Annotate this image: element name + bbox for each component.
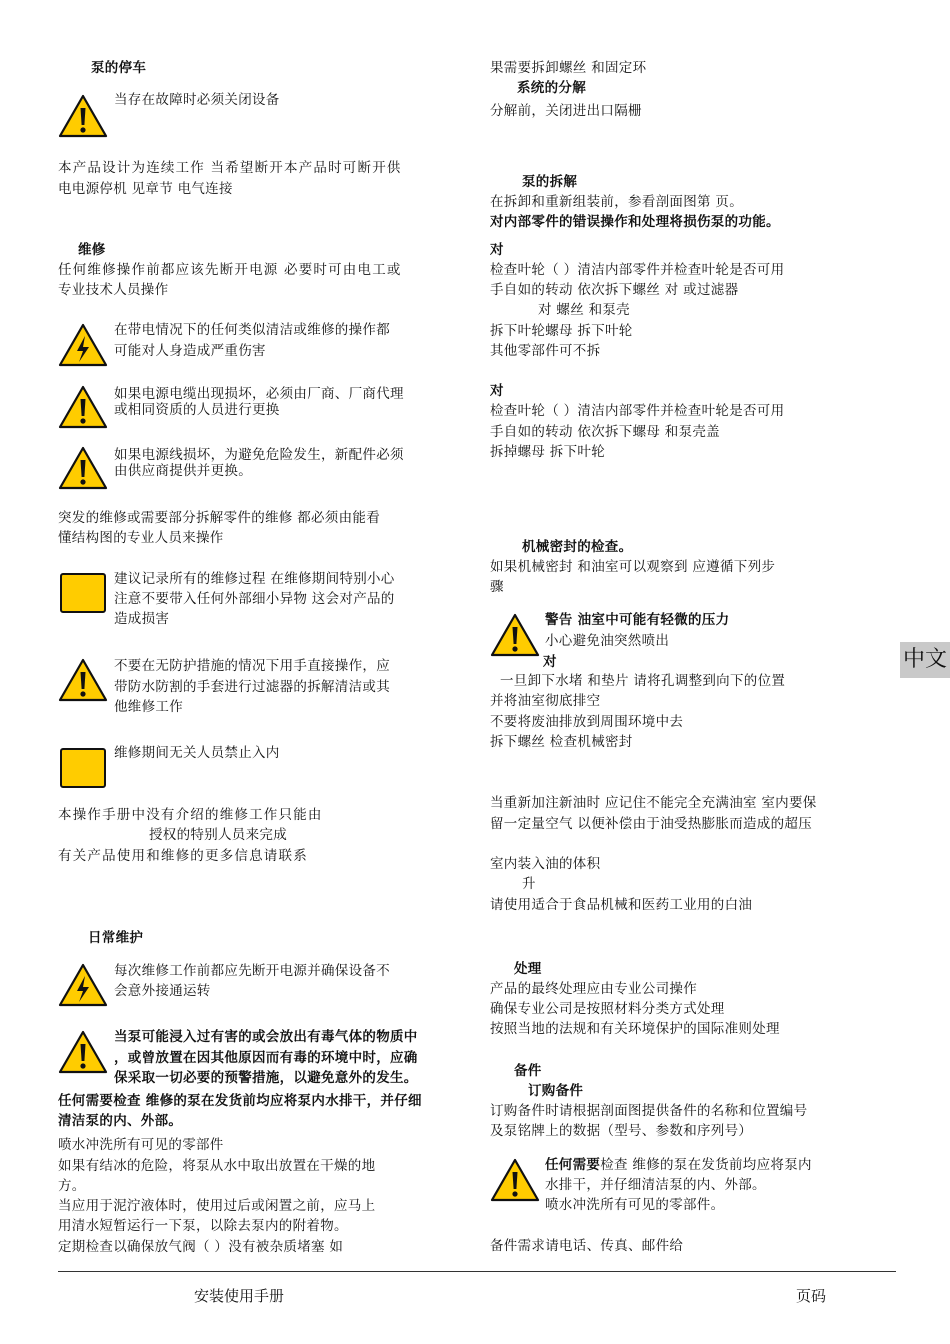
paragraph-line: 突发的维修或需要部分拆解零件的维修 都必须由能看 bbox=[58, 510, 380, 526]
warning-text: 当泵可能浸入过有害的或会放出有毒气体的物质中 bbox=[114, 1029, 418, 1045]
warning-exclamation-icon bbox=[58, 446, 108, 490]
note-square-icon bbox=[60, 573, 106, 613]
paragraph-line: 备件需求请电话、传真、邮件给 bbox=[490, 1238, 684, 1254]
note-text: 注意不要带入任何外部细小异物 这会对产品的 bbox=[114, 591, 395, 607]
paragraph-line: 其他零部件可不拆 bbox=[490, 343, 601, 359]
paragraph-line: 请使用适合于食品机械和医药工业用的白油 bbox=[490, 897, 753, 913]
section-title-seal-check: 机械密封的检查。 bbox=[522, 539, 633, 555]
section-title-daily-maintenance: 日常维护 bbox=[88, 930, 144, 946]
footer-manual-title: 安装使用手册 bbox=[194, 1287, 285, 1305]
paragraph-line: 一旦卸下水堵 和垫片 请将孔调整到向下的位置 bbox=[500, 673, 786, 689]
paragraph-line: 懂结构图的专业人员来操作 bbox=[58, 530, 224, 546]
warning-text bbox=[545, 1155, 812, 1175]
paragraph-line: 骤 bbox=[490, 579, 504, 595]
section-title-pump-disassembly: 泵的拆解 bbox=[522, 174, 578, 190]
paragraph-line: 订购备件时请根据剖面图提供备件的名称和位置编号 bbox=[490, 1103, 808, 1119]
paragraph-line: 如果有结冰的危险，将泵从水中取出放置在干燥的地 bbox=[58, 1158, 376, 1174]
paragraph-line: 果需要拆卸螺丝 和固定环 bbox=[490, 60, 647, 76]
note-text: 建议记录所有的维修过程 在维修期间特别小心 bbox=[114, 571, 395, 587]
warning-text: 如果电源线损坏，为避免危险发生，新配件必须 bbox=[114, 447, 404, 463]
paragraph-line: 当应用于泥泞液体时，使用过后或闲置之前，应马上 bbox=[58, 1198, 376, 1214]
warning-text: 会意外接通运转 bbox=[114, 983, 211, 999]
paragraph-line: 确保专业公司是按照材料分类方式处理 bbox=[490, 1001, 725, 1017]
warning-text: 他维修工作 bbox=[114, 699, 183, 715]
paragraph-line: 不要将废油排放到周围环境中去 bbox=[490, 714, 684, 730]
note-text: 造成损害 bbox=[114, 611, 170, 627]
paragraph-line: 留一定量空气 以便补偿由于油受热膨胀而造成的超压 bbox=[490, 816, 812, 832]
warning-exclamation-icon bbox=[58, 385, 108, 429]
warning-text-rest: 检查 维修的泵在发货前均应将泵内 bbox=[600, 1157, 812, 1173]
paragraph-line: 本产品设计为连续工作 当希望断开本产品时可断开供 bbox=[58, 160, 402, 176]
paragraph-line: 授权的特别人员来完成 bbox=[149, 827, 287, 843]
warning-exclamation-icon bbox=[490, 1158, 540, 1202]
warning-text: 带防水防割的手套进行过滤器的拆解清洁或其 bbox=[114, 679, 390, 695]
paragraph-line: 方。 bbox=[58, 1178, 86, 1194]
paragraph-line: 并将油室彻底排空 bbox=[490, 693, 601, 709]
section-title-pump-stop: 泵的停车 bbox=[91, 60, 147, 76]
warning-exclamation-icon bbox=[58, 1030, 108, 1074]
warning-text: 如果电源电缆出现损坏，必须由厂商、厂商代理 bbox=[114, 386, 404, 402]
section-title-system-disassembly: 系统的分解 bbox=[517, 80, 586, 96]
warning-text: 小心避免油突然喷出 bbox=[545, 633, 670, 649]
warning-text: 水排干，并仔细清洁泵的内、外部。 bbox=[545, 1177, 766, 1193]
paragraph-line: 对 bbox=[543, 654, 557, 670]
paragraph-line: 及泵铭牌上的数据（型号、参数和序列号） bbox=[490, 1123, 753, 1139]
warning-text: 可能对人身造成严重伤害 bbox=[114, 343, 266, 359]
note-square-icon bbox=[60, 748, 106, 788]
paragraph-line: 分解前，关闭进出口隔栅 bbox=[490, 103, 642, 119]
paragraph-line: 升 bbox=[522, 876, 536, 892]
paragraph-line: 室内装入油的体积 bbox=[490, 856, 601, 872]
warning-text: 警告 油室中可能有轻微的压力 bbox=[545, 612, 730, 628]
section-title-maintenance: 维修 bbox=[78, 242, 106, 258]
paragraph-line: 对 bbox=[490, 383, 504, 399]
paragraph-line: 检查叶轮（ ）清洁内部零件并检查叶轮是否可用 bbox=[490, 403, 785, 419]
paragraph-line: 专业技术人员操作 bbox=[58, 282, 169, 298]
electric-shock-icon bbox=[58, 963, 108, 1007]
paragraph-line: 对 bbox=[490, 242, 504, 258]
paragraph-line: 当重新加注新油时 应记住不能完全充满油室 室内要保 bbox=[490, 795, 817, 811]
warning-exclamation-icon bbox=[490, 613, 540, 657]
paragraph-line: 任何需要检查 维修的泵在发货前均应将泵内水排干，并仔细 bbox=[58, 1093, 422, 1109]
paragraph-line: 本操作手册中没有介绍的维修工作只能由 bbox=[58, 807, 323, 823]
warning-text: 保采取一切必要的预警措施，以避免意外的发生。 bbox=[114, 1070, 418, 1086]
paragraph-line: 有关产品使用和维修的更多信息请联系 bbox=[58, 848, 308, 864]
electric-shock-icon bbox=[58, 323, 108, 367]
warning-text: 每次维修工作前都应先断开电源并确保设备不 bbox=[114, 963, 390, 979]
paragraph-line: 检查叶轮（ ）清洁内部零件并检查叶轮是否可用 bbox=[490, 262, 785, 278]
paragraph-line: 拆掉螺母 拆下叶轮 bbox=[490, 444, 605, 460]
paragraph-line: 拆下螺丝 检查机械密封 bbox=[490, 734, 633, 750]
paragraph-line: 按照当地的法规和有关环境保护的国际准则处理 bbox=[490, 1021, 780, 1037]
warning-text: 在带电情况下的任何类似清洁或维修的操作都 bbox=[114, 322, 390, 338]
paragraph-line: 对内部零件的错误操作和处理将损伤泵的功能。 bbox=[490, 214, 780, 230]
paragraph-line: 如果机械密封 和油室可以观察到 应遵循下列步 bbox=[490, 559, 776, 575]
footer-divider bbox=[58, 1271, 896, 1272]
warning-text: 或相同资质的人员进行更换 bbox=[114, 402, 280, 418]
warning-exclamation-icon bbox=[58, 658, 108, 702]
paragraph-line: 清洁泵的内、外部。 bbox=[58, 1113, 183, 1129]
footer-page-label: 页码 bbox=[796, 1287, 827, 1305]
warning-text: 由供应商提供并更换。 bbox=[114, 463, 252, 479]
paragraph-line: 手自如的转动 依次拆下螺丝 对 或过滤器 bbox=[490, 282, 739, 298]
warning-exclamation-icon bbox=[58, 94, 108, 138]
warning-text: ，或曾放置在因其他原因而有毒的环境中时，应确 bbox=[114, 1050, 418, 1066]
paragraph-line: 手自如的转动 依次拆下螺母 和泵壳盖 bbox=[490, 424, 720, 440]
language-tab: 中文 bbox=[900, 642, 950, 678]
paragraph-line: 在拆卸和重新组装前，参看剖面图第 页。 bbox=[490, 194, 743, 210]
paragraph-line: 任何维修操作前都应该先断开电源 必要时可由电工或 bbox=[58, 262, 402, 278]
section-title-order-parts: 订购备件 bbox=[528, 1083, 584, 1099]
section-title-disposal: 处理 bbox=[514, 961, 542, 977]
paragraph-line: 用清水短暂运行一下泵，以除去泵内的附着物。 bbox=[58, 1218, 348, 1234]
note-text: 维修期间无关人员禁止入内 bbox=[114, 745, 280, 761]
paragraph-line: 对 螺丝 和泵壳 bbox=[538, 302, 630, 318]
warning-text: 喷水冲洗所有可见的零部件。 bbox=[545, 1197, 725, 1213]
section-title-spare-parts: 备件 bbox=[514, 1063, 542, 1079]
paragraph-line: 定期检查以确保放气阀（ ）没有被杂质堵塞 如 bbox=[58, 1239, 344, 1255]
paragraph-line: 喷水冲洗所有可见的零部件 bbox=[58, 1137, 224, 1153]
warning-text: 不要在无防护措施的情况下用手直接操作，应 bbox=[114, 658, 390, 674]
paragraph-line: 拆下叶轮螺母 拆下叶轮 bbox=[490, 323, 633, 339]
paragraph-line: 电电源停机 见章节 电气连接 bbox=[58, 181, 233, 197]
warning-text: 当存在故障时必须关闭设备 bbox=[114, 92, 280, 108]
warning-emphasis: 任何需要 bbox=[545, 1157, 601, 1173]
paragraph-line: 产品的最终处理应由专业公司操作 bbox=[490, 981, 697, 997]
